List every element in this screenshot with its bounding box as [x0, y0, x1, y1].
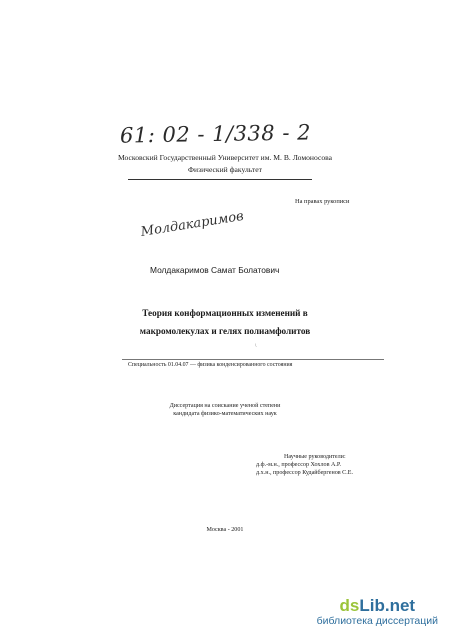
- header-divider: [128, 179, 312, 180]
- supervisors-label: Научные руководители:: [284, 454, 346, 460]
- supervisor-1: д.ф.-м.н., профессор Хохлов А.Р.: [256, 462, 342, 468]
- watermark-brand-lib: Lib.net: [359, 596, 416, 615]
- dissertation-degree-line-2: кандидата физико-математических наук: [173, 411, 277, 417]
- title-line-1: Теория конформационных изменений в: [142, 308, 308, 318]
- title-line-2: макромолекулах и гелях полиамфолитов: [139, 326, 311, 336]
- dissertation-degree-line-1: Диссертация на соискание ученой степени: [169, 403, 281, 409]
- supervisor-2: д.х.н., профессор Кудайбергенов С.Е.: [256, 470, 353, 476]
- handwritten-shelfmark: 61: 02 - 1/338 - 2: [119, 120, 312, 148]
- title-divider: [122, 359, 384, 360]
- city-year: Москва - 2001: [206, 527, 244, 533]
- watermark-brand-name: [317, 597, 438, 615]
- margin-mark: \: [255, 344, 257, 349]
- university-name: Московский Государственный Университет им. М. В. Ломоносова: [117, 153, 333, 162]
- watermark-subtitle: библиотека диссертаций: [316, 615, 438, 627]
- dslib-watermark-logo[interactable]: [317, 597, 438, 628]
- manuscript-rights-note: На правах рукописи: [295, 198, 350, 205]
- handwritten-signature: Молдакаримов: [139, 208, 245, 240]
- watermark-brand-ds: ds: [339, 596, 360, 615]
- specialty-line: Специальность 01.04.07 — физика конденсированного состояния: [128, 362, 293, 368]
- faculty-name: Физический факультет: [188, 165, 262, 174]
- author-name: Молдакаримов Самат Болатович: [150, 265, 280, 275]
